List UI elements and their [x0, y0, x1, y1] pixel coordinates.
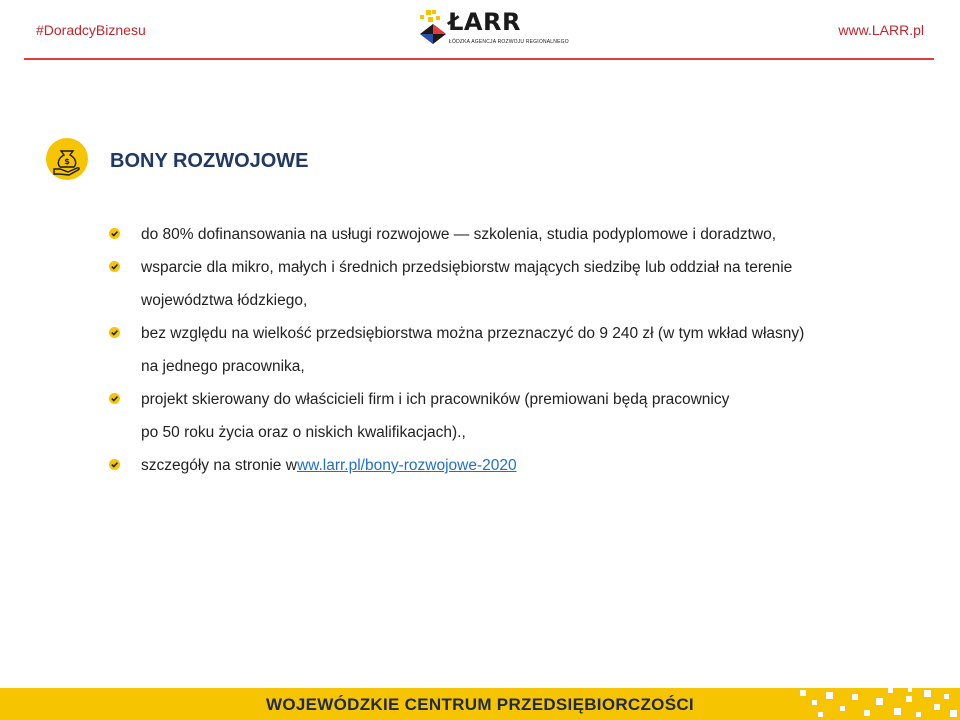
list-item: [108, 383, 908, 449]
list-item: [108, 317, 908, 383]
list-item: [108, 449, 908, 482]
footer-title: WOJEWÓDZKIE CENTRUM PRZEDSIĘBIORCZOŚCI: [266, 695, 694, 714]
list-item-text: bez względu na wielkość przedsiębiorstwa można przeznaczyć do 9 240 zł (w tym wkład własny): [141, 325, 805, 342]
list-item: [108, 251, 908, 317]
list-item-text: [141, 449, 908, 482]
header-divider: [24, 58, 934, 60]
svg-text:$: $: [64, 157, 70, 166]
section-title: BONY ROZWOJOWE: [110, 150, 309, 172]
details-link[interactable]: ww.larr.pl/bony-rozwojowe-2020: [296, 457, 517, 474]
pixel-decoration-icon: [790, 688, 960, 720]
list-item-text: na jednego pracownika,: [141, 358, 305, 375]
bullet-list: [108, 218, 908, 482]
details-prefix: szczegóły na stronie w: [141, 457, 297, 474]
money-bag-icon: [46, 138, 88, 180]
check-bullet-icon: [108, 260, 121, 273]
list-item-text: po 50 roku życia oraz o niskich kwalifikacjach).,: [141, 424, 466, 441]
logo-wordmark: ŁARR: [448, 8, 521, 36]
footer-banner: [0, 688, 960, 720]
check-bullet-icon: [108, 392, 121, 405]
logo-subtitle: ŁÓDZKA AGENCJA ROZWOJU REGIONALNEGO: [449, 39, 569, 45]
list-item-text: projekt skierowany do właścicieli firm i ich pracowników (premiowani będą pracownicy: [141, 391, 730, 408]
list-item: [108, 218, 908, 251]
check-bullet-icon: [108, 458, 121, 471]
check-bullet-icon: [108, 227, 121, 240]
list-item-text: województwa łódzkiego,: [141, 292, 308, 309]
list-item-text: do 80% dofinansowania na usługi rozwojowe — szkolenia, studia podyplomowe i doradztwo,: [141, 226, 777, 243]
hashtag-label: #DoradcyBiznesu: [36, 22, 146, 38]
website-link[interactable]: www.LARR.pl: [838, 22, 924, 38]
logo-mark-icon: [416, 6, 450, 52]
list-item-text: wsparcie dla mikro, małych i średnich przedsiębiorstw mających siedzibę lub oddział na terenie: [141, 259, 793, 276]
larr-logo: [416, 6, 569, 52]
check-bullet-icon: [108, 326, 121, 339]
